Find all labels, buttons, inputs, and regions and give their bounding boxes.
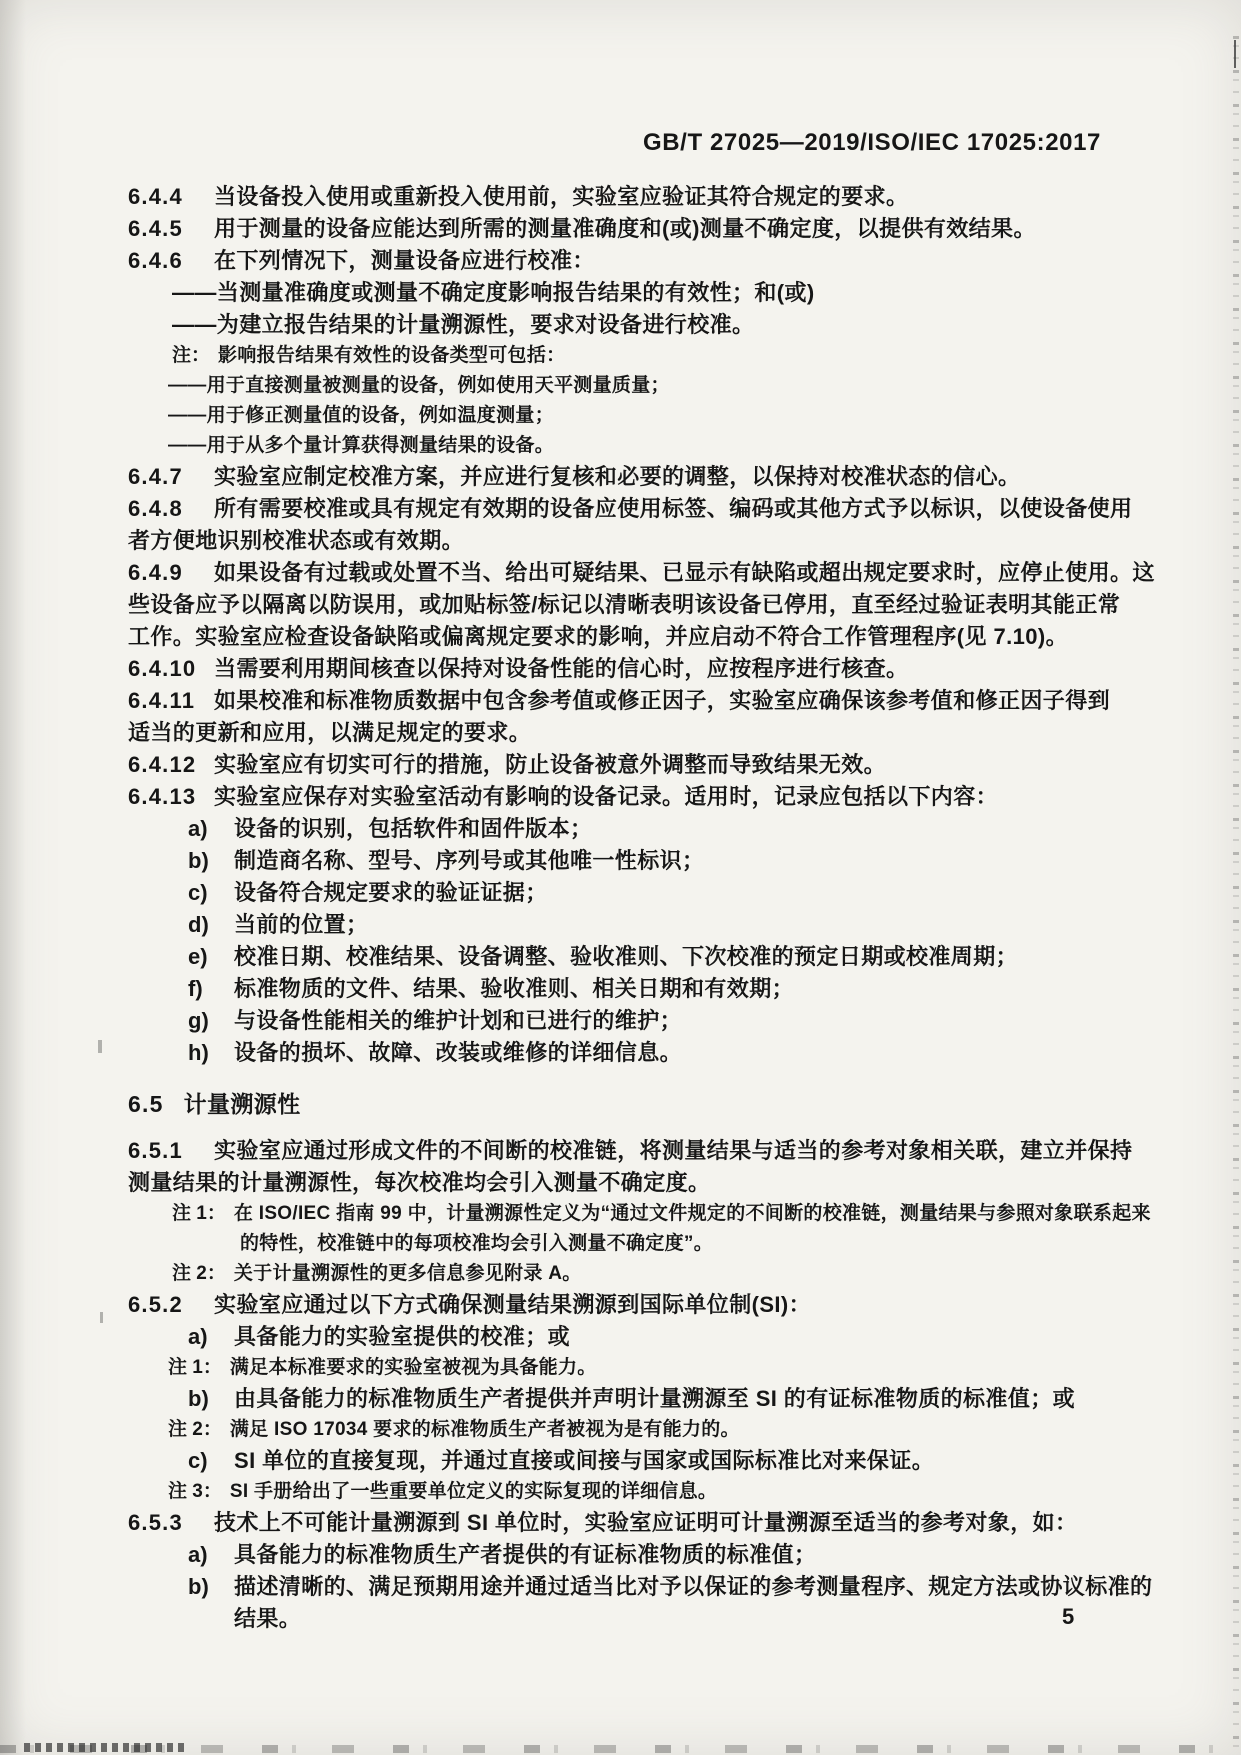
note-line (128, 1259, 1208, 1289)
line-text: 用于测量的设备应能达到所需的测量准确度和(或)测量不确定度，以提供有效结果。 (214, 216, 1036, 241)
item-label: h) (188, 1040, 209, 1065)
note-line (128, 1353, 1208, 1383)
line-text: 实验室应通过以下方式确保测量结果溯源到国际单位制(SI)： (214, 1292, 812, 1317)
item-label: a) (188, 1324, 208, 1349)
note-dash-line (128, 371, 1208, 401)
page-number: 5 (1062, 1604, 1075, 1629)
line-text: 满足本标准要求的实验室被视为具备能力。 (229, 1357, 597, 1378)
clause-number: 注 3： (168, 1481, 222, 1502)
list-item-line (128, 1571, 1208, 1603)
item-label: c) (188, 1448, 208, 1473)
line-text: 具备能力的实验室提供的校准；或 (234, 1324, 571, 1349)
scan-noise-bottom-edge (0, 1745, 1241, 1753)
line-text: SI 单位的直接复现，并通过直接或间接与国家或国际标准比对来保证。 (234, 1448, 935, 1473)
item-label: f) (188, 976, 203, 1001)
line-text: ——用于修正测量值的设备，例如温度测量； (168, 405, 555, 426)
line-text: 些设备应予以隔离以防误用，或加贴标签/标记以清晰表明该设备已停用，直至经过验证表明其能正常 (128, 592, 1121, 617)
list-item-line (128, 1539, 1208, 1571)
line-text: ——用于直接测量被测量的设备，例如使用天平测量质量； (168, 375, 670, 396)
scan-edge-shade (0, 0, 26, 1755)
line-text: 具备能力的标准物质生产者提供的有证标准物质的标准值； (234, 1542, 817, 1567)
line-text: 设备的损坏、故障、改装或维修的详细信息。 (234, 1040, 683, 1065)
note-dash-line (128, 401, 1208, 431)
clause-line (128, 245, 1208, 277)
continuation-line (128, 717, 1208, 749)
continuation-line (128, 589, 1208, 621)
line-text: ——为建立报告结果的计量溯源性，要求对设备进行校准。 (172, 312, 755, 337)
clause-line (128, 461, 1208, 493)
line-text: 者方便地识别校准状态或有效期。 (128, 528, 465, 553)
clause-number: 6.4.13 (128, 784, 197, 809)
list-item-line (128, 941, 1208, 973)
line-text: 实验室应制定校准方案，并应进行复核和必要的调整，以保持对校准状态的信心。 (214, 464, 1021, 489)
clause-line (128, 1507, 1208, 1539)
clause-number: 6.4.7 (128, 464, 183, 489)
clause-number: 注 2： (172, 1263, 226, 1284)
clause-number: 6.5 (128, 1091, 164, 1117)
clause-number: 注 1： (168, 1357, 222, 1378)
line-text: 适当的更新和应用，以满足规定的要求。 (128, 720, 532, 745)
clause-number: 6.5.3 (128, 1510, 183, 1535)
line-text: 当设备投入使用或重新投入使用前，实验室应验证其符合规定的要求。 (214, 184, 909, 209)
line-text: 满足 ISO 17034 要求的标准物质生产者被视为是有能力的。 (229, 1419, 740, 1440)
clause-line (128, 749, 1208, 781)
item-label: a) (188, 816, 208, 841)
item-label: b) (188, 1574, 209, 1599)
line-text: SI 手册给出了一些重要单位定义的实际复现的详细信息。 (229, 1481, 718, 1502)
line-text: 工作。实验室应检查设备缺陷或偏离规定要求的影响，并应启动不符合工作管理程序(见 7.10)。 (128, 624, 1068, 649)
clause-line (128, 1135, 1208, 1167)
line-text: 所有需要校准或具有规定有效期的设备应使用标签、编码或其他方式予以标识，以使设备使用 (214, 496, 1133, 521)
item-label: a) (188, 1542, 208, 1567)
line-text: 测量结果的计量溯源性，每次校准均会引入测量不确定度。 (128, 1170, 711, 1195)
item-label: e) (188, 944, 208, 969)
line-text: 如果设备有过载或处置不当、给出可疑结果、已显示有缺陷或超出规定要求时，应停止使用。这 (214, 560, 1155, 585)
list-item-line (128, 1445, 1208, 1477)
continuation-line (128, 621, 1208, 653)
line-text: 计量溯源性 (183, 1091, 301, 1117)
line-text: 技术上不可能计量溯源到 SI 单位时，实验室应证明可计量溯源至适当的参考对象，如： (214, 1510, 1078, 1535)
clause-number: 6.4.8 (128, 496, 183, 521)
list-item-line (128, 813, 1208, 845)
clause-number: 注 2： (168, 1419, 222, 1440)
dash-item-line (128, 309, 1208, 341)
clause-number: 6.4.12 (128, 752, 197, 777)
item-label: b) (188, 1386, 209, 1411)
line-text: ——当测量准确度或测量不确定度影响报告结果的有效性；和(或) (172, 280, 815, 305)
line-text: 如果校准和标准物质数据中包含参考值或修正因子，实验室应确保该参考值和修正因子得到 (214, 688, 1111, 713)
list-item-line (128, 1005, 1208, 1037)
line-text: 当需要利用期间核查以保持对设备性能的信心时，应按程序进行核查。 (214, 656, 909, 681)
item-label: c) (188, 880, 208, 905)
line-text: ——用于从多个量计算获得测量结果的设备。 (168, 435, 555, 456)
list-item-line (128, 877, 1208, 909)
clause-number: 6.4.9 (128, 560, 183, 585)
standard-number-header: GB/T 27025—2019/ISO/IEC 17025:2017 (642, 129, 1101, 156)
clause-line (128, 781, 1208, 813)
line-text: 校准日期、校准结果、设备调整、验收准则、下次校准的预定日期或校准周期； (234, 944, 1019, 969)
scan-margin-mark (98, 1040, 102, 1053)
continuation-line (128, 525, 1208, 557)
list-item-line (128, 1037, 1208, 1069)
line-text: 关于计量溯源性的更多信息参见附录 A。 (233, 1263, 582, 1284)
clause-number: 6.5.1 (128, 1138, 183, 1163)
line-text: 由具备能力的标准物质生产者提供并声明计量溯源至 SI 的有证标准物质的标准值；或 (234, 1386, 1076, 1411)
line-text: 当前的位置； (234, 912, 369, 937)
dash-item-line (128, 277, 1208, 309)
scan-margin-mark (100, 1312, 103, 1323)
clause-number: 6.4.11 (128, 688, 196, 713)
line-text: 制造商名称、型号、序列号或其他唯一性标识； (234, 848, 705, 873)
scan-noise-bottom-left (24, 1743, 184, 1752)
line-text: 设备符合规定要求的验证证据； (234, 880, 548, 905)
line-text: 在 ISO/IEC 指南 99 中，计量溯源性定义为“通过文件规定的不间断的校准链，测量结果与参照对象联系起来 (233, 1203, 1151, 1224)
note-line (128, 1199, 1208, 1229)
clause-number: 注 1： (172, 1203, 226, 1224)
list-item-line (128, 1321, 1208, 1353)
section-heading (128, 1087, 1208, 1121)
note-line (128, 1477, 1208, 1507)
clause-number: 注： (172, 345, 211, 366)
item-label: b) (188, 848, 209, 873)
line-text: 实验室应通过形成文件的不间断的校准链，将测量结果与适当的参考对象相关联，建立并保持 (214, 1138, 1133, 1163)
line-text: 的特性，校准链中的每项校准均会引入测量不确定度”。 (240, 1233, 714, 1254)
clause-number: 6.4.5 (128, 216, 183, 241)
note-line (128, 1415, 1208, 1445)
item-label: d) (188, 912, 209, 937)
clause-line (128, 653, 1208, 685)
list-item-continuation-line (128, 1603, 1208, 1635)
clause-line (128, 213, 1208, 245)
list-item-line (128, 973, 1208, 1005)
line-text: 描述清晰的、满足预期用途并通过适当比对予以保证的参考测量程序、规定方法或协议标准的 (234, 1574, 1153, 1599)
line-text: 设备的识别，包括软件和固件版本； (234, 816, 593, 841)
clause-number: 6.5.2 (128, 1292, 183, 1317)
line-text: 与设备性能相关的维护计划和已进行的维护； (234, 1008, 683, 1033)
scan-noise-right-edge (1233, 36, 1239, 1748)
clause-line (128, 1289, 1208, 1321)
item-label: g) (188, 1008, 209, 1033)
list-item-line (128, 1383, 1208, 1415)
clause-line (128, 685, 1208, 717)
document-content (128, 181, 1208, 1635)
scan-artifact-line (1234, 40, 1236, 68)
note-continuation-line (128, 1229, 1208, 1259)
continuation-line (128, 1167, 1208, 1199)
line-text: 实验室应保存对实验室活动有影响的设备记录。适用时，记录应包括以下内容： (214, 784, 999, 809)
list-item-line (128, 909, 1208, 941)
note-line (128, 341, 1208, 371)
clause-line (128, 181, 1208, 213)
line-text: 在下列情况下，测量设备应进行校准： (214, 248, 595, 273)
clause-line (128, 557, 1208, 589)
line-text: 实验室应有切实可行的措施，防止设备被意外调整而导致结果无效。 (214, 752, 887, 777)
clause-number: 6.4.10 (128, 656, 197, 681)
clause-line (128, 493, 1208, 525)
line-text: 结果。 (234, 1606, 302, 1631)
line-text: 标准物质的文件、结果、验收准则、相关日期和有效期； (234, 976, 795, 1001)
note-dash-line (128, 431, 1208, 461)
clause-number: 6.4.4 (128, 184, 183, 209)
clause-number: 6.4.6 (128, 248, 183, 273)
line-text: 影响报告结果有效性的设备类型可包括： (218, 345, 566, 366)
list-item-line (128, 845, 1208, 877)
